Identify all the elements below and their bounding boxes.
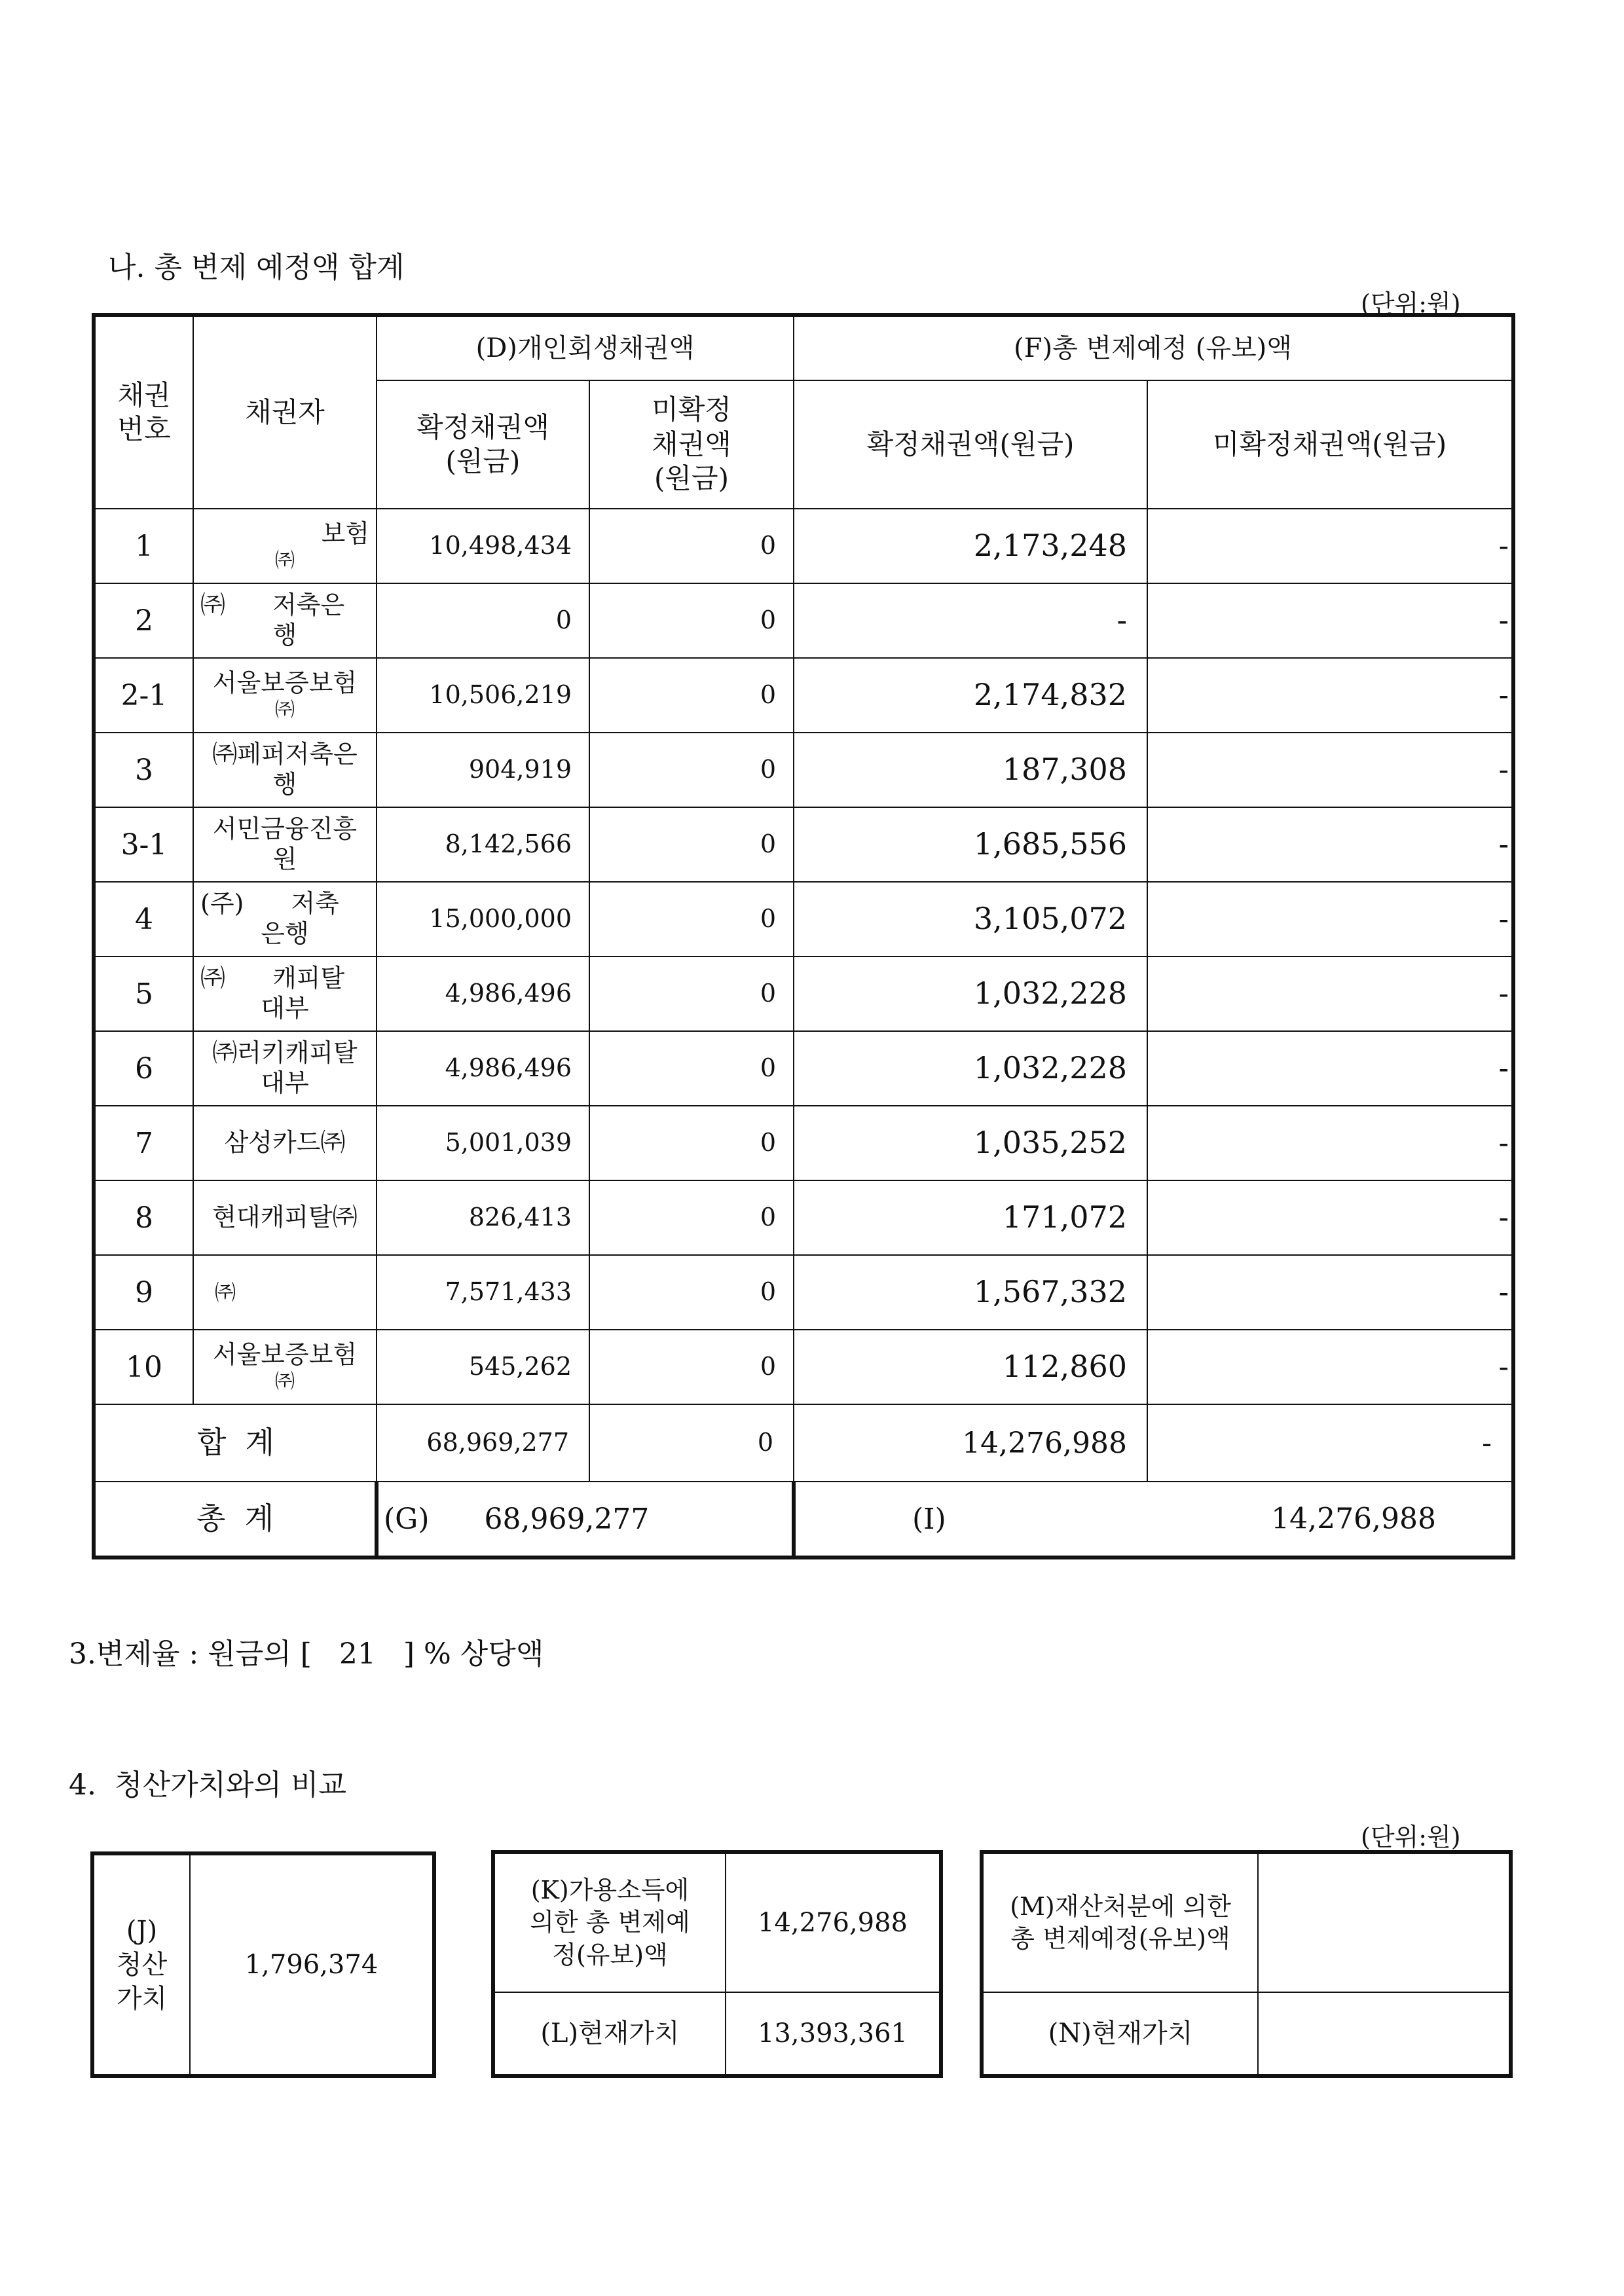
claim-number: 7 (94, 1106, 193, 1180)
d-confirmed-cell: 545,262 (377, 1330, 589, 1404)
creditor-cell (193, 1180, 377, 1255)
subtotal-d-confirmed: 68,969,277 (377, 1404, 589, 1482)
subtotal-row (94, 1404, 1513, 1482)
d-unconfirmed-cell: 0 (589, 882, 794, 957)
f-unconfirmed-cell: - (1147, 1330, 1513, 1404)
table-row (94, 509, 1513, 583)
f-confirmed-cell: 187,308 (794, 733, 1147, 807)
table-row (94, 658, 1513, 733)
j-value: 1,796,374 (244, 1950, 378, 1980)
claim-number: 3-1 (94, 807, 193, 882)
asset-disposal-box (980, 1850, 1513, 2078)
f-confirmed-cell: 2,174,832 (794, 658, 1147, 733)
header-f-unconfirmed: 미확정채권액(원금) (1147, 380, 1513, 509)
table-row (94, 733, 1513, 807)
creditor-name-bottom: 행 (272, 770, 297, 799)
creditor-cell (193, 509, 377, 583)
section-4-title: 4. 청산가치와의 비교 (69, 1768, 346, 1802)
creditor-name-bottom: 은행 (261, 919, 309, 948)
l-value: 13,393,361 (757, 2018, 908, 2049)
f-confirmed-cell: 112,860 (794, 1330, 1147, 1404)
creditor-name-top: 서민금융진흥 (212, 814, 358, 844)
subtotal-f-confirmed: 14,276,988 (794, 1404, 1147, 1482)
creditor-cell (193, 583, 377, 658)
total-label: 총 계 (94, 1482, 377, 1558)
table-row (94, 882, 1513, 957)
f-confirmed-cell: 1,685,556 (794, 807, 1147, 882)
table-row (94, 1031, 1513, 1106)
d-confirmed-cell: 5,001,039 (377, 1106, 589, 1180)
d-confirmed-cell: 15,000,000 (377, 882, 589, 957)
k-value: 14,276,988 (757, 1908, 908, 1938)
creditor-name-bottom: 원 (272, 845, 297, 873)
d-unconfirmed-cell: 0 (589, 658, 794, 733)
d-unconfirmed-cell: 0 (589, 1106, 794, 1180)
f-unconfirmed-cell: - (1147, 1031, 1513, 1106)
l-label: (L)현재가치 (540, 2018, 680, 2049)
claim-number: 8 (94, 1180, 193, 1255)
creditor-name-top: (주) 저축 (200, 889, 339, 919)
f-unconfirmed-cell: - (1147, 1255, 1513, 1330)
creditor-name-top: 현대캐피탈㈜ (212, 1203, 358, 1232)
liquidation-value-box (90, 1851, 436, 2078)
f-unconfirmed-cell: - (1147, 807, 1513, 882)
subtotal-label: 합 계 (94, 1404, 377, 1482)
creditor-name-bottom: ㈜ (275, 1370, 295, 1393)
creditor-name-top: ㈜ 캐피탈 (200, 964, 345, 993)
f-confirmed-cell: 1,032,228 (794, 957, 1147, 1031)
table-row (94, 1106, 1513, 1180)
claim-number: 10 (94, 1330, 193, 1404)
d-unconfirmed-cell: 0 (589, 1180, 794, 1255)
creditor-cell (193, 1255, 377, 1330)
claim-number: 3 (94, 733, 193, 807)
d-unconfirmed-cell: 0 (589, 509, 794, 583)
creditor-cell (193, 882, 377, 957)
f-unconfirmed-cell: - (1147, 583, 1513, 658)
creditor-name-top: 삼성카드㈜ (224, 1128, 346, 1157)
f-confirmed-cell: 1,032,228 (794, 1031, 1147, 1106)
f-confirmed-cell: 171,072 (794, 1180, 1147, 1255)
total-i-label: (I) (912, 1502, 946, 1536)
f-unconfirmed-cell: - (1147, 1180, 1513, 1255)
f-confirmed-cell: 1,567,332 (794, 1255, 1147, 1330)
claim-number: 4 (94, 882, 193, 957)
f-unconfirmed-cell: - (1147, 957, 1513, 1031)
creditor-name-top: 서울보증보험 (212, 1340, 358, 1370)
total-g-label: (G) (384, 1502, 430, 1536)
table-row (94, 583, 1513, 658)
header-d-unconfirmed: 미확정 채권액 (원금) (589, 380, 794, 509)
creditor-name-bottom: ㈜ (275, 698, 295, 721)
creditor-cell (193, 807, 377, 882)
f-confirmed-cell: 1,035,252 (794, 1106, 1147, 1180)
d-confirmed-cell: 7,571,433 (377, 1255, 589, 1330)
d-confirmed-cell: 10,506,219 (377, 658, 589, 733)
creditor-name-top: ㈜러키캐피탈 (212, 1038, 358, 1068)
creditor-name-top: 보험 (321, 519, 369, 549)
unit-label-bottom: (단위:원) (1361, 1823, 1461, 1851)
creditor-name-top: ㈜ 저축은 (200, 591, 345, 620)
f-unconfirmed-cell: - (1147, 882, 1513, 957)
repayment-rate-line: 3.변제율 : 원금의 [ 21 ] % 상당액 (69, 1637, 544, 1671)
creditor-cell (193, 957, 377, 1031)
subtotal-f-unconfirmed: - (1147, 1404, 1513, 1482)
claim-number: 2-1 (94, 658, 193, 733)
d-unconfirmed-cell: 0 (589, 583, 794, 658)
creditor-name-bottom: 대부 (261, 1068, 309, 1097)
creditor-cell (193, 1330, 377, 1404)
creditor-cell (193, 733, 377, 807)
claim-number: 9 (94, 1255, 193, 1330)
d-confirmed-cell: 4,986,496 (377, 957, 589, 1031)
claim-number: 1 (94, 509, 193, 583)
header-claim-no: 채권 번호 (94, 315, 193, 509)
subtotal-d-unconfirmed: 0 (589, 1404, 794, 1482)
creditor-name-bottom: 행 (272, 621, 297, 649)
header-group-f: (F)총 변제예정 (유보)액 (794, 315, 1513, 380)
total-row (94, 1482, 1513, 1558)
f-unconfirmed-cell: - (1147, 658, 1513, 733)
table-row (94, 1180, 1513, 1255)
creditor-cell (193, 1031, 377, 1106)
f-unconfirmed-cell: - (1147, 733, 1513, 807)
claim-number: 2 (94, 583, 193, 658)
repayment-summary-table (92, 313, 1515, 1559)
table-row (94, 957, 1513, 1031)
total-g-cell (377, 1482, 794, 1558)
f-confirmed-cell: 3,105,072 (794, 882, 1147, 957)
f-confirmed-cell: 2,173,248 (794, 509, 1147, 583)
table-body (94, 509, 1513, 1404)
d-confirmed-cell: 8,142,566 (377, 807, 589, 882)
header-group-d: (D)개인회생채권액 (377, 315, 794, 380)
d-unconfirmed-cell: 0 (589, 1330, 794, 1404)
table-row (94, 1330, 1513, 1404)
creditor-cell (193, 658, 377, 733)
d-unconfirmed-cell: 0 (589, 733, 794, 807)
n-value (1259, 1993, 1509, 2074)
d-confirmed-cell: 904,919 (377, 733, 589, 807)
creditor-name-bottom: ㈜ (275, 549, 295, 572)
d-unconfirmed-cell: 0 (589, 807, 794, 882)
creditor-name-bottom: 대부 (261, 994, 309, 1023)
m-label: (M)재산처분에 의한 총 변제예정(유보)액 (1010, 1891, 1231, 1953)
unit-label-top: (단위:원) (1361, 289, 1461, 318)
section-na-title: 나. 총 변제 예정액 합계 (108, 251, 405, 284)
creditor-name-top: 서울보증보험 (212, 668, 358, 698)
available-income-box (491, 1850, 943, 2078)
d-confirmed-cell: 0 (377, 583, 589, 658)
table-row (94, 1255, 1513, 1330)
f-confirmed-cell: - (794, 583, 1147, 658)
d-confirmed-cell: 4,986,496 (377, 1031, 589, 1106)
d-unconfirmed-cell: 0 (589, 957, 794, 1031)
f-unconfirmed-cell: - (1147, 509, 1513, 583)
creditor-name-top: ㈜ (215, 1279, 236, 1305)
d-unconfirmed-cell: 0 (589, 1255, 794, 1330)
d-unconfirmed-cell: 0 (589, 1031, 794, 1106)
claim-number: 5 (94, 957, 193, 1031)
j-label: (J) 청산 가치 (116, 1916, 168, 2014)
total-g-value: 68,969,277 (484, 1502, 650, 1536)
creditor-name-top: ㈜페퍼저축은 (212, 740, 358, 769)
k-label: (K)가용소득에 의한 총 변제예 정(유보)액 (530, 1875, 690, 1969)
claim-number: 6 (94, 1031, 193, 1106)
f-unconfirmed-cell: - (1147, 1106, 1513, 1180)
total-i-cell (794, 1482, 1513, 1558)
d-confirmed-cell: 10,498,434 (377, 509, 589, 583)
header-d-confirmed: 확정채권액 (원금) (377, 380, 589, 509)
d-confirmed-cell: 826,413 (377, 1180, 589, 1255)
creditor-cell (193, 1106, 377, 1180)
table-row (94, 807, 1513, 882)
n-label: (N)현재가치 (1048, 2018, 1193, 2049)
m-value (1259, 1854, 1509, 1992)
total-i-value: 14,276,988 (1271, 1502, 1437, 1536)
header-f-confirmed: 확정채권액(원금) (794, 380, 1147, 509)
header-creditor: 채권자 (193, 315, 377, 509)
